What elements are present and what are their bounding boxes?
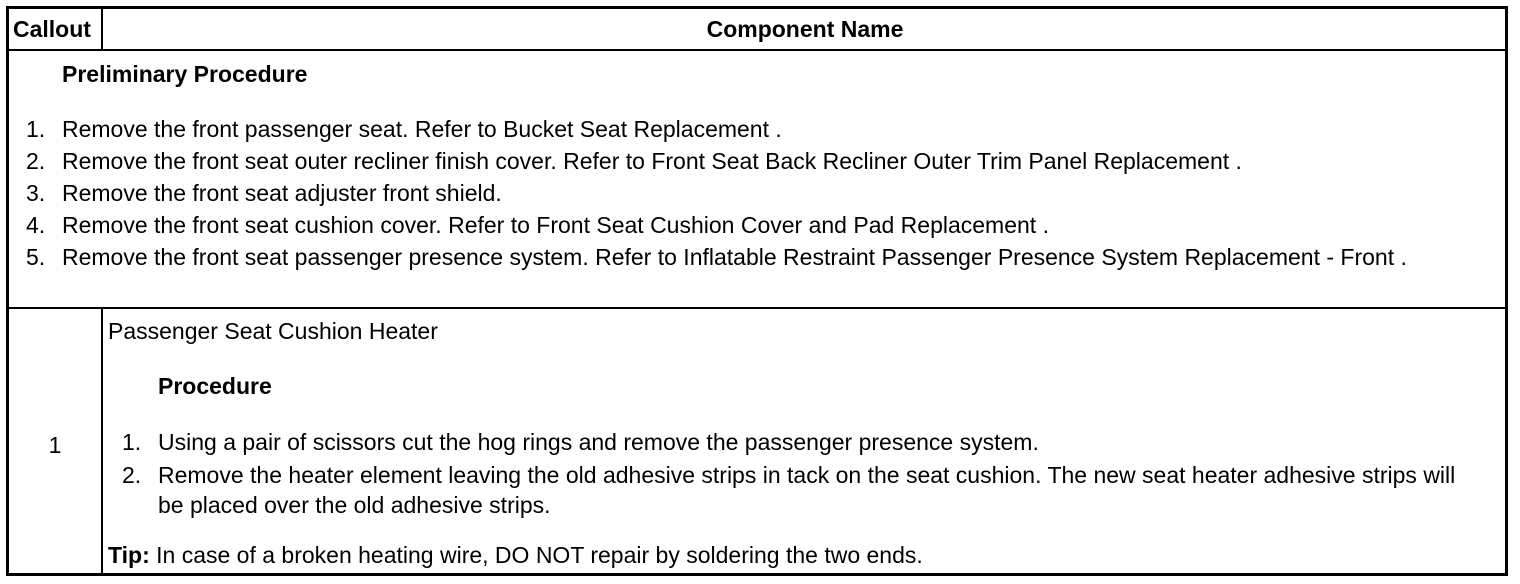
tip-note — [108, 542, 923, 569]
step-number: 1. — [122, 429, 142, 455]
preliminary-procedure-row — [9, 51, 1505, 309]
list-item — [9, 179, 1469, 208]
step-number: 2. — [26, 148, 46, 174]
step-text: Remove the front seat passenger presence system. Refer to Inflatable Restraint Passenger Presence System Replacement - Front . — [62, 244, 1407, 270]
list-item — [9, 243, 1469, 272]
step-text: Using a pair of scissors cut the hog rings and remove the passenger presence system. — [158, 429, 1039, 455]
step-text: Remove the front seat adjuster front shield. — [62, 180, 502, 206]
step-text: Remove the front seat cushion cover. Refer to Front Seat Cushion Cover and Pad Replacement . — [62, 212, 1049, 238]
component-name-column-header: Component Name — [706, 16, 904, 42]
preliminary-steps-list — [9, 115, 1469, 275]
callout-number: 1 — [48, 432, 62, 458]
step-text: Remove the front passenger seat. Refer to Bucket Seat Replacement . — [62, 116, 782, 142]
list-item — [9, 147, 1469, 176]
preliminary-procedure-title: Preliminary Procedure — [62, 61, 308, 87]
procedure-title: Procedure — [158, 373, 272, 399]
step-number: 3. — [26, 180, 46, 206]
step-text: Remove the heater element leaving the old adhesive strips in tack on the seat cushion. The new seat heater adhesive strips will be placed over the old adhesive strips. — [158, 462, 1456, 518]
step-number: 5. — [26, 244, 46, 270]
step-text: Remove the front seat outer recliner finish cover. Refer to Front Seat Back Recliner Outer Trim Panel Replacement . — [62, 148, 1242, 174]
component-cell — [105, 309, 1505, 573]
callout-cell — [9, 309, 103, 573]
callout-column-header: Callout — [9, 9, 103, 49]
step-number: 2. — [122, 462, 142, 488]
list-item — [9, 115, 1469, 144]
tip-text: In case of a broken heating wire, DO NOT repair by soldering the two ends. — [149, 542, 923, 568]
step-number: 1. — [26, 116, 46, 142]
table-row — [9, 309, 1505, 573]
list-item — [105, 460, 1485, 520]
procedure-steps-list — [105, 427, 1485, 523]
list-item — [9, 211, 1469, 240]
procedure-table — [6, 6, 1508, 576]
table-header-row — [9, 9, 1505, 51]
component-name: Passenger Seat Cushion Heater — [108, 318, 438, 344]
list-item — [105, 427, 1485, 457]
step-number: 4. — [26, 212, 46, 238]
tip-label: Tip: — [108, 542, 150, 568]
